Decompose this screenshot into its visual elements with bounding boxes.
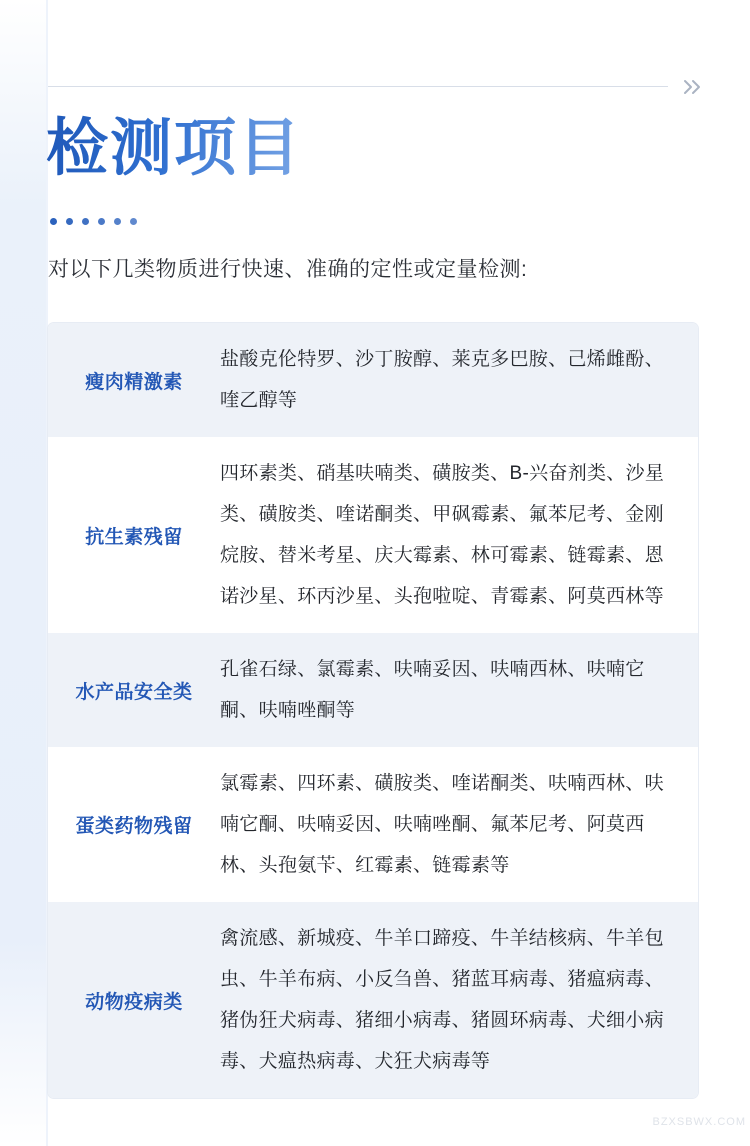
page-title: 检测项目	[46, 110, 302, 188]
header-divider	[48, 86, 668, 87]
detection-items-table	[48, 323, 698, 1098]
row-description: 四环素类、硝基呋喃类、磺胺类、B‑兴奋剂类、沙星类、磺胺类、喹诺酮类、甲砜霉素、氟苯尼考、金刚烷胺、替米考星、庆大霉素、林可霉素、链霉素、恩诺沙星、环丙沙星、头孢啦啶、青霉素、阿莫西林等	[220, 463, 665, 607]
table-row	[48, 633, 698, 747]
table-row	[48, 902, 698, 1098]
table-row	[48, 323, 698, 437]
row-description: 孔雀石绿、氯霉素、呋喃妥因、呋喃西林、呋喃它酮、呋喃唑酮等	[220, 659, 645, 721]
dot	[66, 218, 73, 225]
row-category: 水产品安全类	[75, 681, 193, 703]
row-description: 氯霉素、四环素、磺胺类、喹诺酮类、呋喃西林、呋喃它酮、呋喃妥因、呋喃唑酮、氟苯尼考、阿莫西林、头孢氨苄、红霉素、链霉素等	[220, 773, 664, 876]
row-category: 抗生素残留	[85, 526, 183, 548]
watermark: BZXSBWX.COM	[652, 1116, 746, 1128]
table-row	[48, 437, 698, 633]
row-category: 动物疫病类	[85, 991, 183, 1013]
row-description: 禽流感、新城疫、牛羊口蹄疫、牛羊结核病、牛羊包虫、牛羊布病、小反刍兽、猪蓝耳病毒、猪瘟病毒、猪伪狂犬病毒、猪细小病毒、猪圆环病毒、犬细小病毒、犬瘟热病毒、犬狂犬病毒等	[220, 928, 664, 1072]
dot	[98, 218, 105, 225]
double-chevron-right-icon[interactable]	[680, 76, 704, 98]
row-category: 瘦肉精激素	[85, 371, 183, 393]
page-subtitle: 对以下几类物质进行快速、准确的定性或定量检测:	[48, 258, 528, 281]
table-row	[48, 747, 698, 902]
dot-decoration	[50, 218, 137, 225]
dot	[82, 218, 89, 225]
dot	[50, 218, 57, 225]
row-description: 盐酸克伦特罗、沙丁胺醇、莱克多巴胺、己烯雌酚、喹乙醇等	[220, 349, 664, 411]
dot	[114, 218, 121, 225]
dot	[130, 218, 137, 225]
left-decorative-band	[0, 0, 46, 1146]
row-category: 蛋类药物残留	[75, 816, 193, 837]
